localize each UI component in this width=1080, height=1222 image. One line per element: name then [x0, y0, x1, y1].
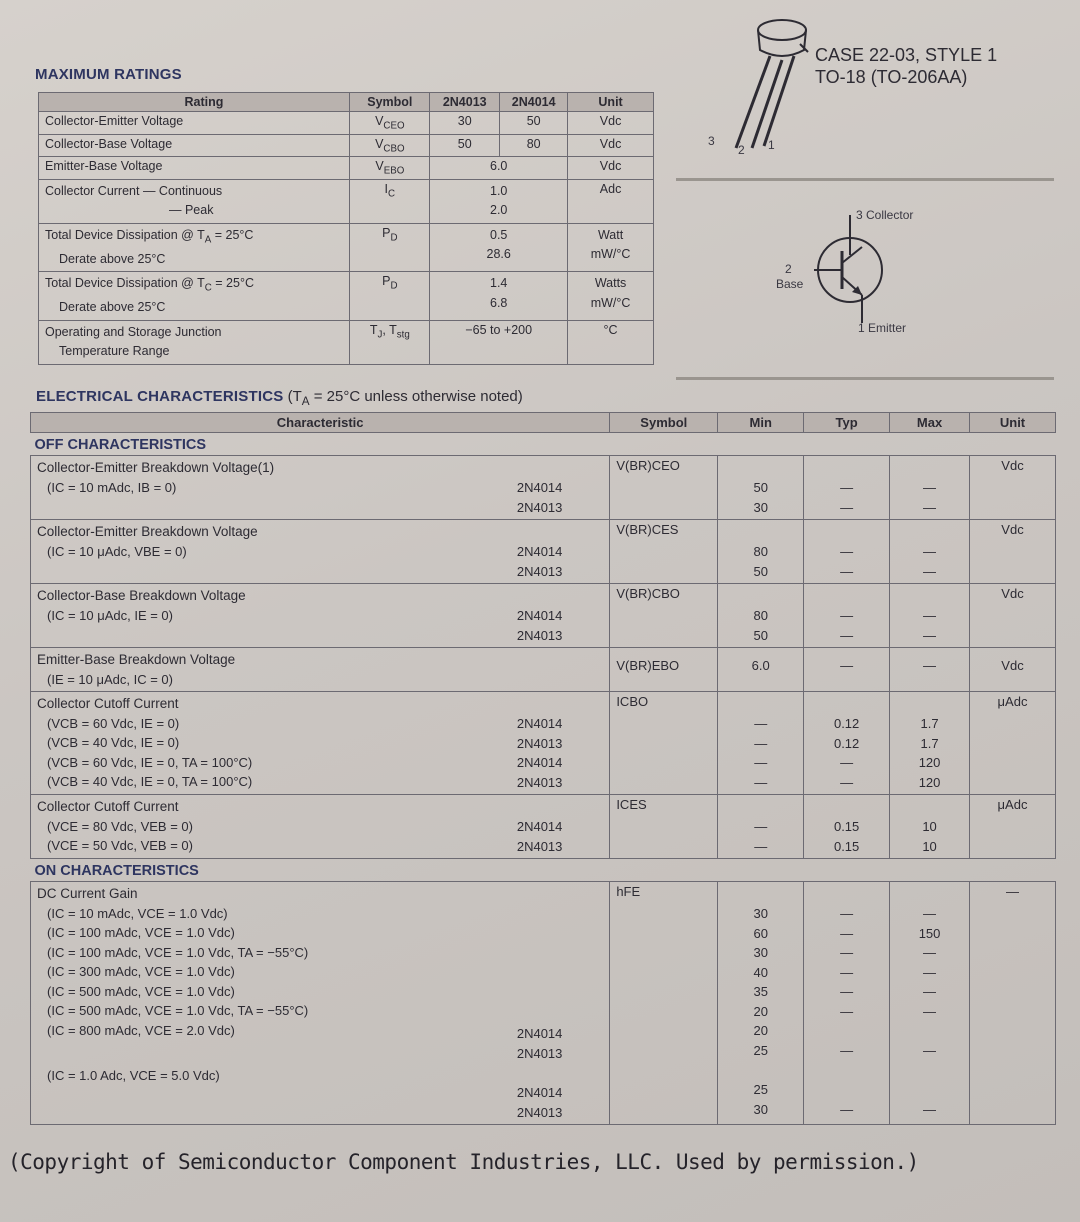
table-row	[31, 584, 1056, 648]
max-cell: — —	[890, 584, 970, 648]
pin-2-label: 2	[738, 143, 745, 157]
value-cell: 50	[500, 112, 568, 135]
table-row	[39, 272, 654, 321]
unit-cell: Vdc	[568, 134, 654, 157]
symbol-cell: $P_D$	[350, 223, 430, 272]
unit-cell: Adc	[568, 179, 654, 223]
unit-cell: Vdc	[970, 584, 1056, 648]
divider	[676, 377, 1054, 380]
part-cell: 2N4014 2N4013	[470, 520, 610, 584]
characteristic-cell: Collector-Emitter Breakdown Voltage (IC = 10 μAdc, VBE = 0)	[31, 520, 470, 584]
header-min: Min	[718, 413, 804, 433]
unit-cell: Vdc	[568, 157, 654, 180]
part-cell: 2N4014 2N4013	[470, 584, 610, 648]
part-cell	[470, 648, 610, 692]
value-cell: 50	[430, 134, 500, 157]
table-row	[31, 882, 1056, 1125]
copyright-footer: (Copyright of Semiconductor Component Industries, LLC. Used by permission.)	[8, 1150, 919, 1174]
max-cell: —	[890, 648, 970, 692]
table-row	[31, 795, 1056, 859]
case-line-2: TO-18 (TO-206AA)	[815, 67, 968, 87]
symbol-cell: V(BR)CBO	[610, 584, 718, 648]
typ-cell: 0.12 0.12 — —	[804, 692, 890, 795]
min-cell: 80 50	[718, 584, 804, 648]
header-unit: Unit	[568, 93, 654, 112]
table-row	[31, 692, 1056, 795]
unit-cell: Vdc	[970, 520, 1056, 584]
case-info	[815, 44, 997, 88]
pin-1-label: 1	[768, 138, 775, 152]
header-unit: Unit	[970, 413, 1056, 433]
max-ratings-table	[38, 92, 654, 365]
min-cell: — — — —	[718, 692, 804, 795]
typ-cell: — —	[804, 520, 890, 584]
symbol-cell: $I_C$	[350, 179, 430, 223]
value-cell: 1.0 2.0	[430, 179, 568, 223]
rating-cell: Emitter-Base Voltage	[39, 157, 350, 180]
rating-cell: Total Device Dissipation @ $T_A = 25^\circ C$ Derate above 25°C	[39, 223, 350, 272]
characteristic-cell: Collector-Emitter Breakdown Voltage(1) (IC = 10 mAdc, IB = 0)	[31, 456, 470, 520]
table-row	[39, 134, 654, 157]
on-characteristics-title: ON CHARACTERISTICS	[34, 863, 199, 879]
symbol-cell: $T_J$, $T_{stg}$	[350, 320, 430, 364]
base-number-label: 2	[785, 262, 792, 276]
max-cell: 1.7 1.7 120 120	[890, 692, 970, 795]
value-cell: 80	[500, 134, 568, 157]
value-cell: 0.5 28.6	[430, 223, 568, 272]
header-part-2n4014: 2N4014	[500, 93, 568, 112]
symbol-cell: $V_{CEO}$	[350, 112, 430, 135]
elec-title: ELECTRICAL CHARACTERISTICS ($T_A = 25^\circ C$ unless otherwise noted)	[36, 388, 523, 408]
unit-cell: °C	[568, 320, 654, 364]
symbol-cell: hFE	[610, 882, 718, 1125]
unit-cell: Vdc	[970, 648, 1056, 692]
unit-cell: —	[970, 882, 1056, 1125]
rating-cell: Collector-Base Voltage	[39, 134, 350, 157]
rating-cell: Operating and Storage Junction Temperature Range	[39, 320, 350, 364]
max-cell: — —	[890, 520, 970, 584]
part-cell: 2N4014 2N4013	[470, 456, 610, 520]
table-row	[31, 648, 1056, 692]
off-characteristics-title: OFF CHARACTERISTICS	[34, 437, 207, 453]
max-cell: 10 10	[890, 795, 970, 859]
unit-cell: Watt mW/°C	[568, 223, 654, 272]
min-cell: 6.0	[718, 648, 804, 692]
rating-cell: Collector Current — Continuous — Peak	[39, 179, 350, 223]
header-part-2n4013: 2N4013	[430, 93, 500, 112]
characteristic-cell: Emitter-Base Breakdown Voltage (IE = 10 μAdc, IC = 0)	[31, 648, 470, 692]
unit-cell: Vdc	[970, 456, 1056, 520]
symbol-cell: ICES	[610, 795, 718, 859]
symbol-cell: $V_{CBO}$	[350, 134, 430, 157]
collector-label: 3 Collector	[856, 208, 914, 222]
to18-package-drawing	[700, 8, 810, 158]
header-symbol: Symbol	[350, 93, 430, 112]
min-cell: 80 50	[718, 520, 804, 584]
case-line-1: CASE 22-03, STYLE 1	[815, 45, 998, 65]
symbol-cell: V(BR)CEO	[610, 456, 718, 520]
table-header-row	[39, 93, 654, 112]
min-cell: 30 60 30 40 35 20 20 25 25 30	[718, 882, 804, 1125]
unit-cell: Watts mW/°C	[568, 272, 654, 321]
part-cell: 2N4014 2N4013	[470, 795, 610, 859]
unit-cell: μAdc	[970, 795, 1056, 859]
max-ratings-title: MAXIMUM RATINGS	[35, 66, 182, 83]
symbol-cell: V(BR)CES	[610, 520, 718, 584]
header-symbol: Symbol	[610, 413, 718, 433]
value-cell: 6.0	[430, 157, 568, 180]
base-label: Base	[776, 277, 804, 291]
table-row	[39, 320, 654, 364]
typ-cell: 0.15 0.15	[804, 795, 890, 859]
electrical-characteristics-table	[30, 412, 1056, 1125]
pin-3-label: 3	[708, 134, 715, 148]
symbol-cell: $V_{EBO}$	[350, 157, 430, 180]
rating-cell: Collector-Emitter Voltage	[39, 112, 350, 135]
value-cell: −65 to +200	[430, 320, 568, 364]
divider	[676, 178, 1054, 181]
symbol-cell: V(BR)EBO	[610, 648, 718, 692]
part-cell: 2N4014 2N4013 2N4014 2N4013	[470, 692, 610, 795]
min-cell: 50 30	[718, 456, 804, 520]
table-row	[39, 179, 654, 223]
value-cell: 30	[430, 112, 500, 135]
typ-cell: — —	[804, 456, 890, 520]
min-cell: — —	[718, 795, 804, 859]
rating-cell: Total Device Dissipation @ $T_C = 25^\circ C$ Derate above 25°C	[39, 272, 350, 321]
symbol-cell: $P_D$	[350, 272, 430, 321]
max-cell: — 150 — — — — — —	[890, 882, 970, 1125]
header-typ: Typ	[804, 413, 890, 433]
characteristic-cell: DC Current Gain (IC = 10 mAdc, VCE = 1.0 Vdc) (IC = 100 mAdc, VCE = 1.0 Vdc) (IC = 100 mAdc, VCE = 1.0 Vdc, TA = −55°C) (IC = 300 mAdc, VCE = 1.0 Vdc) (IC = 500 mAdc, VCE = 1.0 Vdc) (IC = 500 mAdc, VCE = 1.0 Vdc, TA = −55°C) (IC = 800 mAdc, VCE = 2.0 Vdc) (IC = 1.0 Adc, VCE = 5.0 Vdc)	[31, 882, 470, 1125]
max-cell: — —	[890, 456, 970, 520]
table-row	[39, 223, 654, 272]
typ-cell: — — — — — — — —	[804, 882, 890, 1125]
table-row	[39, 112, 654, 135]
characteristic-cell: Collector Cutoff Current (VCE = 80 Vdc, VEB = 0) (VCE = 50 Vdc, VEB = 0)	[31, 795, 470, 859]
value-cell: 1.4 6.8	[430, 272, 568, 321]
table-row	[31, 520, 1056, 584]
characteristic-cell: Collector-Base Breakdown Voltage (IC = 10 μAdc, IE = 0)	[31, 584, 470, 648]
symbol-cell: ICBO	[610, 692, 718, 795]
part-cell: 2N4014 2N4013 2N4014 2N4013	[470, 882, 610, 1125]
table-row	[39, 157, 654, 180]
unit-cell: μAdc	[970, 692, 1056, 795]
emitter-label: 1 Emitter	[858, 321, 907, 335]
table-row	[31, 456, 1056, 520]
header-characteristic: Characteristic	[31, 413, 610, 433]
header-rating: Rating	[39, 93, 350, 112]
typ-cell: —	[804, 648, 890, 692]
characteristic-cell: Collector Cutoff Current (VCB = 60 Vdc, IE = 0) (VCB = 40 Vdc, IE = 0) (VCB = 60 Vdc, IE = 0, TA = 100°C) (VCB = 40 Vdc, IE = 0, TA = 100°C)	[31, 692, 470, 795]
unit-cell: Vdc	[568, 112, 654, 135]
header-max: Max	[890, 413, 970, 433]
table-header-row	[31, 413, 1056, 433]
typ-cell: — —	[804, 584, 890, 648]
npn-transistor-symbol	[800, 215, 900, 325]
